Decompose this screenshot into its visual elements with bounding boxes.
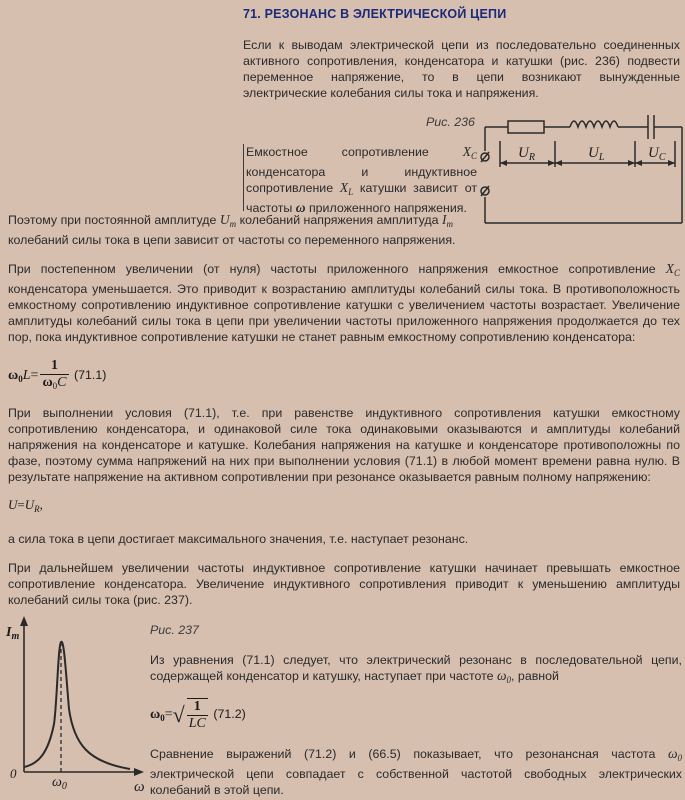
- resonance-condition-paragraph: При выполнении условия (71.1), т.е. при равенстве индуктивного сопротивления катушки емкостному сопротивлению конденсатора, и одинаковой силе тока одинаковыми оказываются и амплитуды колебаний напряжения на конденсаторе и катушке. Колебания напряжения на катушке и конденсаторе противоположны по фазе, поэтому сумма напряжений на них при выполнении условия (71.1) в любой момент времени равна нулю. В результате напряжение на активном сопротивлении при резонансе оказывается равным полному напряжению:: [8, 406, 680, 484]
- section-title: 71. РЕЗОНАНС В ЭЛЕКТРИЧЕСКОЙ ЦЕПИ: [243, 7, 507, 21]
- x-axis-label: ω: [134, 779, 145, 795]
- max-current-paragraph: а сила тока в цепи достигает максимального значения, т.е. наступает резонанс.: [8, 532, 469, 546]
- formula-71-1: $\omega_0L=$ $\frac{1}{\omega_0C}$ (71.1): [8, 358, 107, 391]
- origin-label: 0: [10, 766, 17, 781]
- omega0-tick-label: $\omega_0$: [52, 775, 67, 792]
- formula-71-2: $\omega_0=√$ $\frac{1}{LC}$ (71.2): [150, 699, 246, 731]
- uc-label: $U_C$: [648, 145, 666, 163]
- figure-237-resonance-curve: [0, 614, 150, 800]
- dependence-paragraph: Емкостное сопротивление $X_C$ конденсатора и индуктивное сопротивление $X_L$ катушки зависит от частоты ω приложенного напряжения.: [243, 144, 477, 211]
- ur-label: $U_R$: [518, 145, 535, 163]
- ul-label: $U_L$: [588, 145, 605, 163]
- constant-amplitude-paragraph: Поэтому при постоянной амплитуде $U_m$ колебаний напряжения амплитуда $I_m$ колебаний силы тока в цепи зависит от частоты со переменного напряжения.: [8, 212, 456, 247]
- figure-236-circuit: [470, 111, 685, 229]
- resonance-frequency-paragraph: Из уравнения (71.1) следует, что электрический резонанс в последовательной цепи, содержащей конденсатор и катушку, наступает при частоте $\omega_0$, равной: [150, 653, 682, 685]
- comparison-paragraph: Сравнение выражений (71.2) и (66.5) показывает, что резонансная частота $\omega_0$ электрической цепи совпадает с собственной частотой свободных электрических колебаний в этой цепи.: [150, 746, 682, 797]
- frequency-increase-paragraph: При постепенном увеличении (от нуля) частоты приложенного напряжения емкостное сопротивление $X_C$ конденсатора уменьшается. Это приводит к возрастанию амплитуды колебаний силы тока. В противоположность емкостному сопротивлению индуктивное сопротивление катушки с увеличением частоты возрастает. Увеличение амплитуды колебаний силы тока в цепи при увеличении частоты приложенного напряжения продолжается до тех пор, пока индуктивное сопротивление катушки не станет равным емкостному сопротивлению конденсатора:: [8, 261, 680, 344]
- figure-236-label: Рис. 236: [426, 115, 475, 129]
- formula-u-equals-ur: $U=U_R$,: [8, 497, 43, 514]
- further-increase-paragraph: При дальнейшем увеличении частоты индуктивное сопротивление катушки начинает превышать емкостное сопротивление конденсатора. Увеличение индуктивного сопротивления приводит к уменьшению амплитуды колебаний силы тока (рис. 237).: [8, 561, 680, 607]
- intro-paragraph: Если к выводам электрической цепи из последовательно соединенных активного сопротивления, конденсатора и катушки (рис. 236) подвести переменное напряжение, то в цепи возникают вынужденные электрические колебания силы тока и напряжения.: [243, 38, 680, 100]
- figure-237-label: Рис. 237: [150, 623, 199, 637]
- y-axis-label: $I_m$: [6, 625, 20, 642]
